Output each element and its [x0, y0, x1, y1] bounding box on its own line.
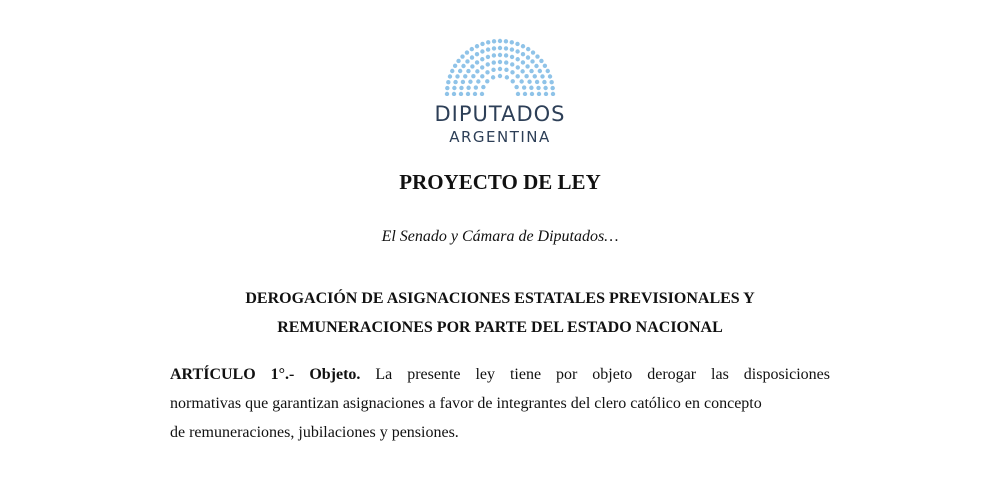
seat-dot [492, 46, 496, 50]
seat-dot [475, 60, 479, 64]
seat-dot [476, 79, 480, 83]
seat-dot [498, 60, 502, 64]
seat-dot [521, 52, 525, 56]
seat-dot [486, 47, 490, 51]
seat-dot [535, 80, 539, 84]
bill-heading [0, 284, 1000, 342]
seat-dot [475, 44, 479, 48]
seat-dot [525, 64, 529, 68]
seat-dot [459, 92, 463, 96]
seat-dot [543, 64, 547, 68]
seat-dot [492, 39, 496, 43]
seat-dot [480, 57, 484, 61]
seat-dot [474, 85, 478, 89]
seat-dot [475, 69, 479, 73]
seat-dot [521, 60, 525, 64]
seat-dot [530, 59, 534, 63]
seat-dot [510, 55, 514, 59]
hemicycle-icon [442, 38, 558, 96]
seat-dot [458, 69, 462, 73]
article-line [170, 360, 830, 389]
seat-dot [465, 50, 469, 54]
seat-dot [520, 69, 524, 73]
seat-dot [530, 92, 534, 96]
article-subject: Objeto. [309, 366, 361, 383]
seat-dot [510, 70, 514, 74]
seat-dot [504, 46, 508, 50]
seat-dot [527, 80, 531, 84]
seat-dot [546, 69, 550, 73]
seat-dot [534, 64, 538, 68]
seat-dot [445, 92, 449, 96]
seat-dot [529, 86, 533, 90]
seat-dot [536, 86, 540, 90]
seat-dot [461, 80, 465, 84]
seat-dot [452, 86, 456, 90]
seat-dot [466, 86, 470, 90]
article-text: La presente ley tiene por objeto derogar las disposiciones [375, 366, 830, 383]
seat-dot [480, 74, 484, 78]
seat-dot [480, 42, 484, 46]
seat-dot [452, 92, 456, 96]
seat-dot [471, 74, 475, 78]
seat-dot [542, 80, 546, 84]
seat-dot [480, 92, 484, 96]
seat-dot [504, 68, 508, 72]
seat-dot [473, 92, 477, 96]
bill-heading-line: DEROGACIÓN DE ASIGNACIONES ESTATALES PREVISIONALES Y [245, 290, 755, 307]
seat-dot [486, 40, 490, 44]
seat-dot [550, 86, 554, 90]
seat-dot [549, 80, 553, 84]
seat-dot [481, 85, 485, 89]
article-number: ARTÍCULO 1°.- [170, 366, 295, 383]
seat-dot [498, 53, 502, 57]
seat-dot [522, 85, 526, 89]
seat-dot [465, 59, 469, 63]
seat-dot [450, 69, 454, 73]
seat-dot [456, 59, 460, 63]
seat-dot [491, 68, 495, 72]
logo-wordmark: DIPUTADOS [434, 102, 566, 126]
seat-dot [475, 52, 479, 56]
seat-dot [535, 54, 539, 58]
seat-dot [453, 80, 457, 84]
seat-dot [448, 74, 452, 78]
seat-dot [526, 55, 530, 59]
seat-dot [540, 74, 544, 78]
seat-dot [486, 55, 490, 59]
seat-dot [492, 53, 496, 57]
seat-dot [466, 92, 470, 96]
seat-dot [526, 47, 530, 51]
seat-dot [446, 80, 450, 84]
seat-dot [463, 74, 467, 78]
preamble: El Senado y Cámara de Diputados… [381, 228, 619, 245]
seat-dot [480, 65, 484, 69]
seat-dot [510, 47, 514, 51]
seat-dot [461, 64, 465, 68]
seat-dot [504, 60, 508, 64]
seat-dot [510, 62, 514, 66]
seat-dot [538, 69, 542, 73]
article-line: normativas que garantizan asignaciones a favor de integrantes del clero católico en concepto [170, 395, 762, 412]
seat-dot [453, 64, 457, 68]
seat-dot [468, 80, 472, 84]
seat-dot [470, 55, 474, 59]
seat-dot [516, 57, 520, 61]
seat-dot [539, 59, 543, 63]
seat-dot [511, 79, 515, 83]
seat-dot [455, 74, 459, 78]
seat-dot [514, 85, 518, 89]
seat-dot [515, 42, 519, 46]
seat-dot [516, 65, 520, 69]
seat-dot [537, 92, 541, 96]
seat-dot [524, 74, 528, 78]
seat-dot [551, 92, 555, 96]
seat-dot [492, 60, 496, 64]
seat-dot [510, 40, 514, 44]
seat-dot [529, 69, 533, 73]
seat-dot [470, 64, 474, 68]
seat-dot [504, 39, 508, 43]
bill-heading-line: REMUNERACIONES POR PARTE DEL ESTADO NACIONAL [277, 319, 723, 336]
seat-dot [491, 75, 495, 79]
seat-dot [519, 79, 523, 83]
seat-dot [516, 92, 520, 96]
seat-dot [485, 70, 489, 74]
seat-dot [504, 53, 508, 57]
seat-dot [460, 54, 464, 58]
seat-dot [521, 44, 525, 48]
seat-dot [498, 46, 502, 50]
seat-dot [445, 86, 449, 90]
seat-dot [515, 49, 519, 53]
seat-dot [523, 92, 527, 96]
seat-dot [533, 74, 537, 78]
seat-dot [543, 86, 547, 90]
seat-dot [470, 47, 474, 51]
seat-dot [498, 67, 502, 71]
seat-dot [544, 92, 548, 96]
seat-dot [485, 79, 489, 83]
seat-dot [515, 74, 519, 78]
seat-dot [486, 62, 490, 66]
seat-dot [466, 69, 470, 73]
article-line: de remuneraciones, jubilaciones y pensiones. [170, 424, 459, 441]
seat-dot [531, 50, 535, 54]
logo-subtitle: ARGENTINA [449, 128, 551, 146]
document-title: PROYECTO DE LEY [399, 170, 601, 194]
seat-dot [498, 74, 502, 78]
seat-dot [480, 49, 484, 53]
seat-dot [498, 39, 502, 43]
seat-dot [459, 86, 463, 90]
seat-dot [505, 75, 509, 79]
diputados-logo [420, 38, 580, 150]
seat-dot [548, 74, 552, 78]
article-1 [170, 360, 830, 447]
